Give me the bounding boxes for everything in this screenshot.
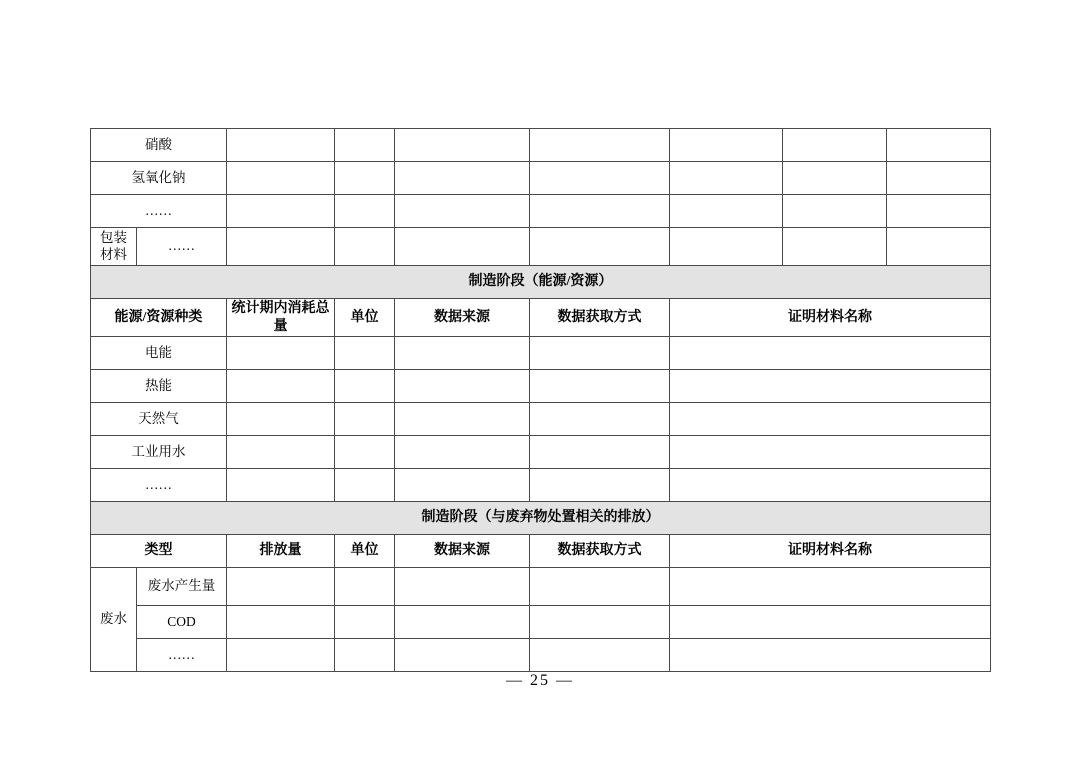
cell-empty — [395, 469, 530, 502]
cell-empty — [887, 129, 991, 162]
cell-empty — [227, 639, 335, 672]
cell-empty — [227, 195, 335, 228]
header-type: 类型 — [91, 535, 227, 568]
header-proof-name: 证明材料名称 — [670, 535, 991, 568]
cell-empty — [395, 568, 530, 606]
cell-empty — [395, 337, 530, 370]
cell-empty — [670, 228, 783, 266]
row-label: 废水产生量 — [137, 568, 227, 606]
table-row — [91, 162, 991, 195]
header-unit: 单位 — [335, 535, 395, 568]
cell-empty — [670, 639, 991, 672]
header-total-consumption: 统计期内消耗总量 — [227, 299, 335, 337]
cell-empty — [530, 606, 670, 639]
cell-empty — [670, 162, 783, 195]
cell-empty — [887, 162, 991, 195]
row-label: 电能 — [91, 337, 227, 370]
cell-empty — [395, 639, 530, 672]
cell-empty — [670, 370, 991, 403]
row-label: …… — [137, 639, 227, 672]
cell-empty — [670, 195, 783, 228]
cell-empty — [395, 228, 530, 266]
section-header-waste — [91, 502, 991, 535]
group-label-packaging: 包装材料 — [91, 228, 137, 266]
group-label-wastewater: 废水 — [91, 568, 137, 672]
header-data-source: 数据来源 — [395, 535, 530, 568]
cell-empty — [530, 337, 670, 370]
cell-empty — [670, 129, 783, 162]
cell-empty — [227, 436, 335, 469]
cell-empty — [530, 228, 670, 266]
row-label: 氢氧化钠 — [91, 162, 227, 195]
cell-empty — [670, 337, 991, 370]
cell-empty — [530, 568, 670, 606]
cell-empty — [395, 606, 530, 639]
cell-empty — [670, 469, 991, 502]
cell-empty — [335, 568, 395, 606]
cell-empty — [227, 469, 335, 502]
cell-empty — [395, 162, 530, 195]
cell-empty — [227, 162, 335, 195]
column-header-energy — [91, 299, 991, 337]
cell-empty — [530, 370, 670, 403]
cell-empty — [395, 436, 530, 469]
table-row — [91, 228, 991, 266]
table-row — [91, 195, 991, 228]
section-title: 制造阶段（能源/资源） — [91, 266, 991, 299]
cell-empty — [335, 195, 395, 228]
cell-empty — [887, 195, 991, 228]
table-row — [91, 370, 991, 403]
header-category: 能源/资源种类 — [91, 299, 227, 337]
cell-empty — [335, 436, 395, 469]
table-row — [91, 129, 991, 162]
row-label: …… — [91, 469, 227, 502]
cell-empty — [530, 639, 670, 672]
table-row — [91, 436, 991, 469]
cell-empty — [530, 195, 670, 228]
cell-empty — [530, 469, 670, 502]
cell-empty — [335, 639, 395, 672]
cell-empty — [887, 228, 991, 266]
header-data-method: 数据获取方式 — [530, 299, 670, 337]
row-label: 天然气 — [91, 403, 227, 436]
cell-empty — [227, 370, 335, 403]
header-unit: 单位 — [335, 299, 395, 337]
cell-empty — [335, 337, 395, 370]
row-label: …… — [137, 228, 227, 266]
cell-empty — [670, 606, 991, 639]
cell-empty — [335, 403, 395, 436]
header-data-method: 数据获取方式 — [530, 535, 670, 568]
page-number: — 25 — — [506, 672, 574, 689]
cell-empty — [530, 436, 670, 469]
cell-empty — [335, 162, 395, 195]
cell-empty — [783, 162, 887, 195]
cell-empty — [335, 469, 395, 502]
table-row — [91, 337, 991, 370]
cell-empty — [670, 568, 991, 606]
cell-empty — [227, 568, 335, 606]
cell-empty — [395, 403, 530, 436]
data-table — [90, 128, 991, 672]
row-label: 热能 — [91, 370, 227, 403]
table-row — [91, 606, 991, 639]
cell-empty — [395, 370, 530, 403]
cell-empty — [227, 337, 335, 370]
cell-empty — [335, 370, 395, 403]
column-header-waste — [91, 535, 991, 568]
cell-empty — [670, 403, 991, 436]
table-row — [91, 469, 991, 502]
row-label: COD — [137, 606, 227, 639]
cell-empty — [227, 228, 335, 266]
cell-empty — [335, 228, 395, 266]
cell-empty — [395, 129, 530, 162]
table-row — [91, 403, 991, 436]
header-emission: 排放量 — [227, 535, 335, 568]
cell-empty — [227, 403, 335, 436]
cell-empty — [335, 606, 395, 639]
cell-empty — [530, 162, 670, 195]
cell-empty — [530, 403, 670, 436]
header-proof-name: 证明材料名称 — [670, 299, 991, 337]
cell-empty — [395, 195, 530, 228]
row-label: 硝酸 — [91, 129, 227, 162]
cell-empty — [227, 606, 335, 639]
row-label: …… — [91, 195, 227, 228]
section-header-energy — [91, 266, 991, 299]
table-row — [91, 568, 991, 606]
header-data-source: 数据来源 — [395, 299, 530, 337]
table-row — [91, 639, 991, 672]
section-title: 制造阶段（与废弃物处置相关的排放） — [91, 502, 991, 535]
cell-empty — [783, 228, 887, 266]
cell-empty — [530, 129, 670, 162]
cell-empty — [670, 436, 991, 469]
cell-empty — [783, 129, 887, 162]
cell-empty — [227, 129, 335, 162]
cell-empty — [783, 195, 887, 228]
cell-empty — [335, 129, 395, 162]
row-label: 工业用水 — [91, 436, 227, 469]
